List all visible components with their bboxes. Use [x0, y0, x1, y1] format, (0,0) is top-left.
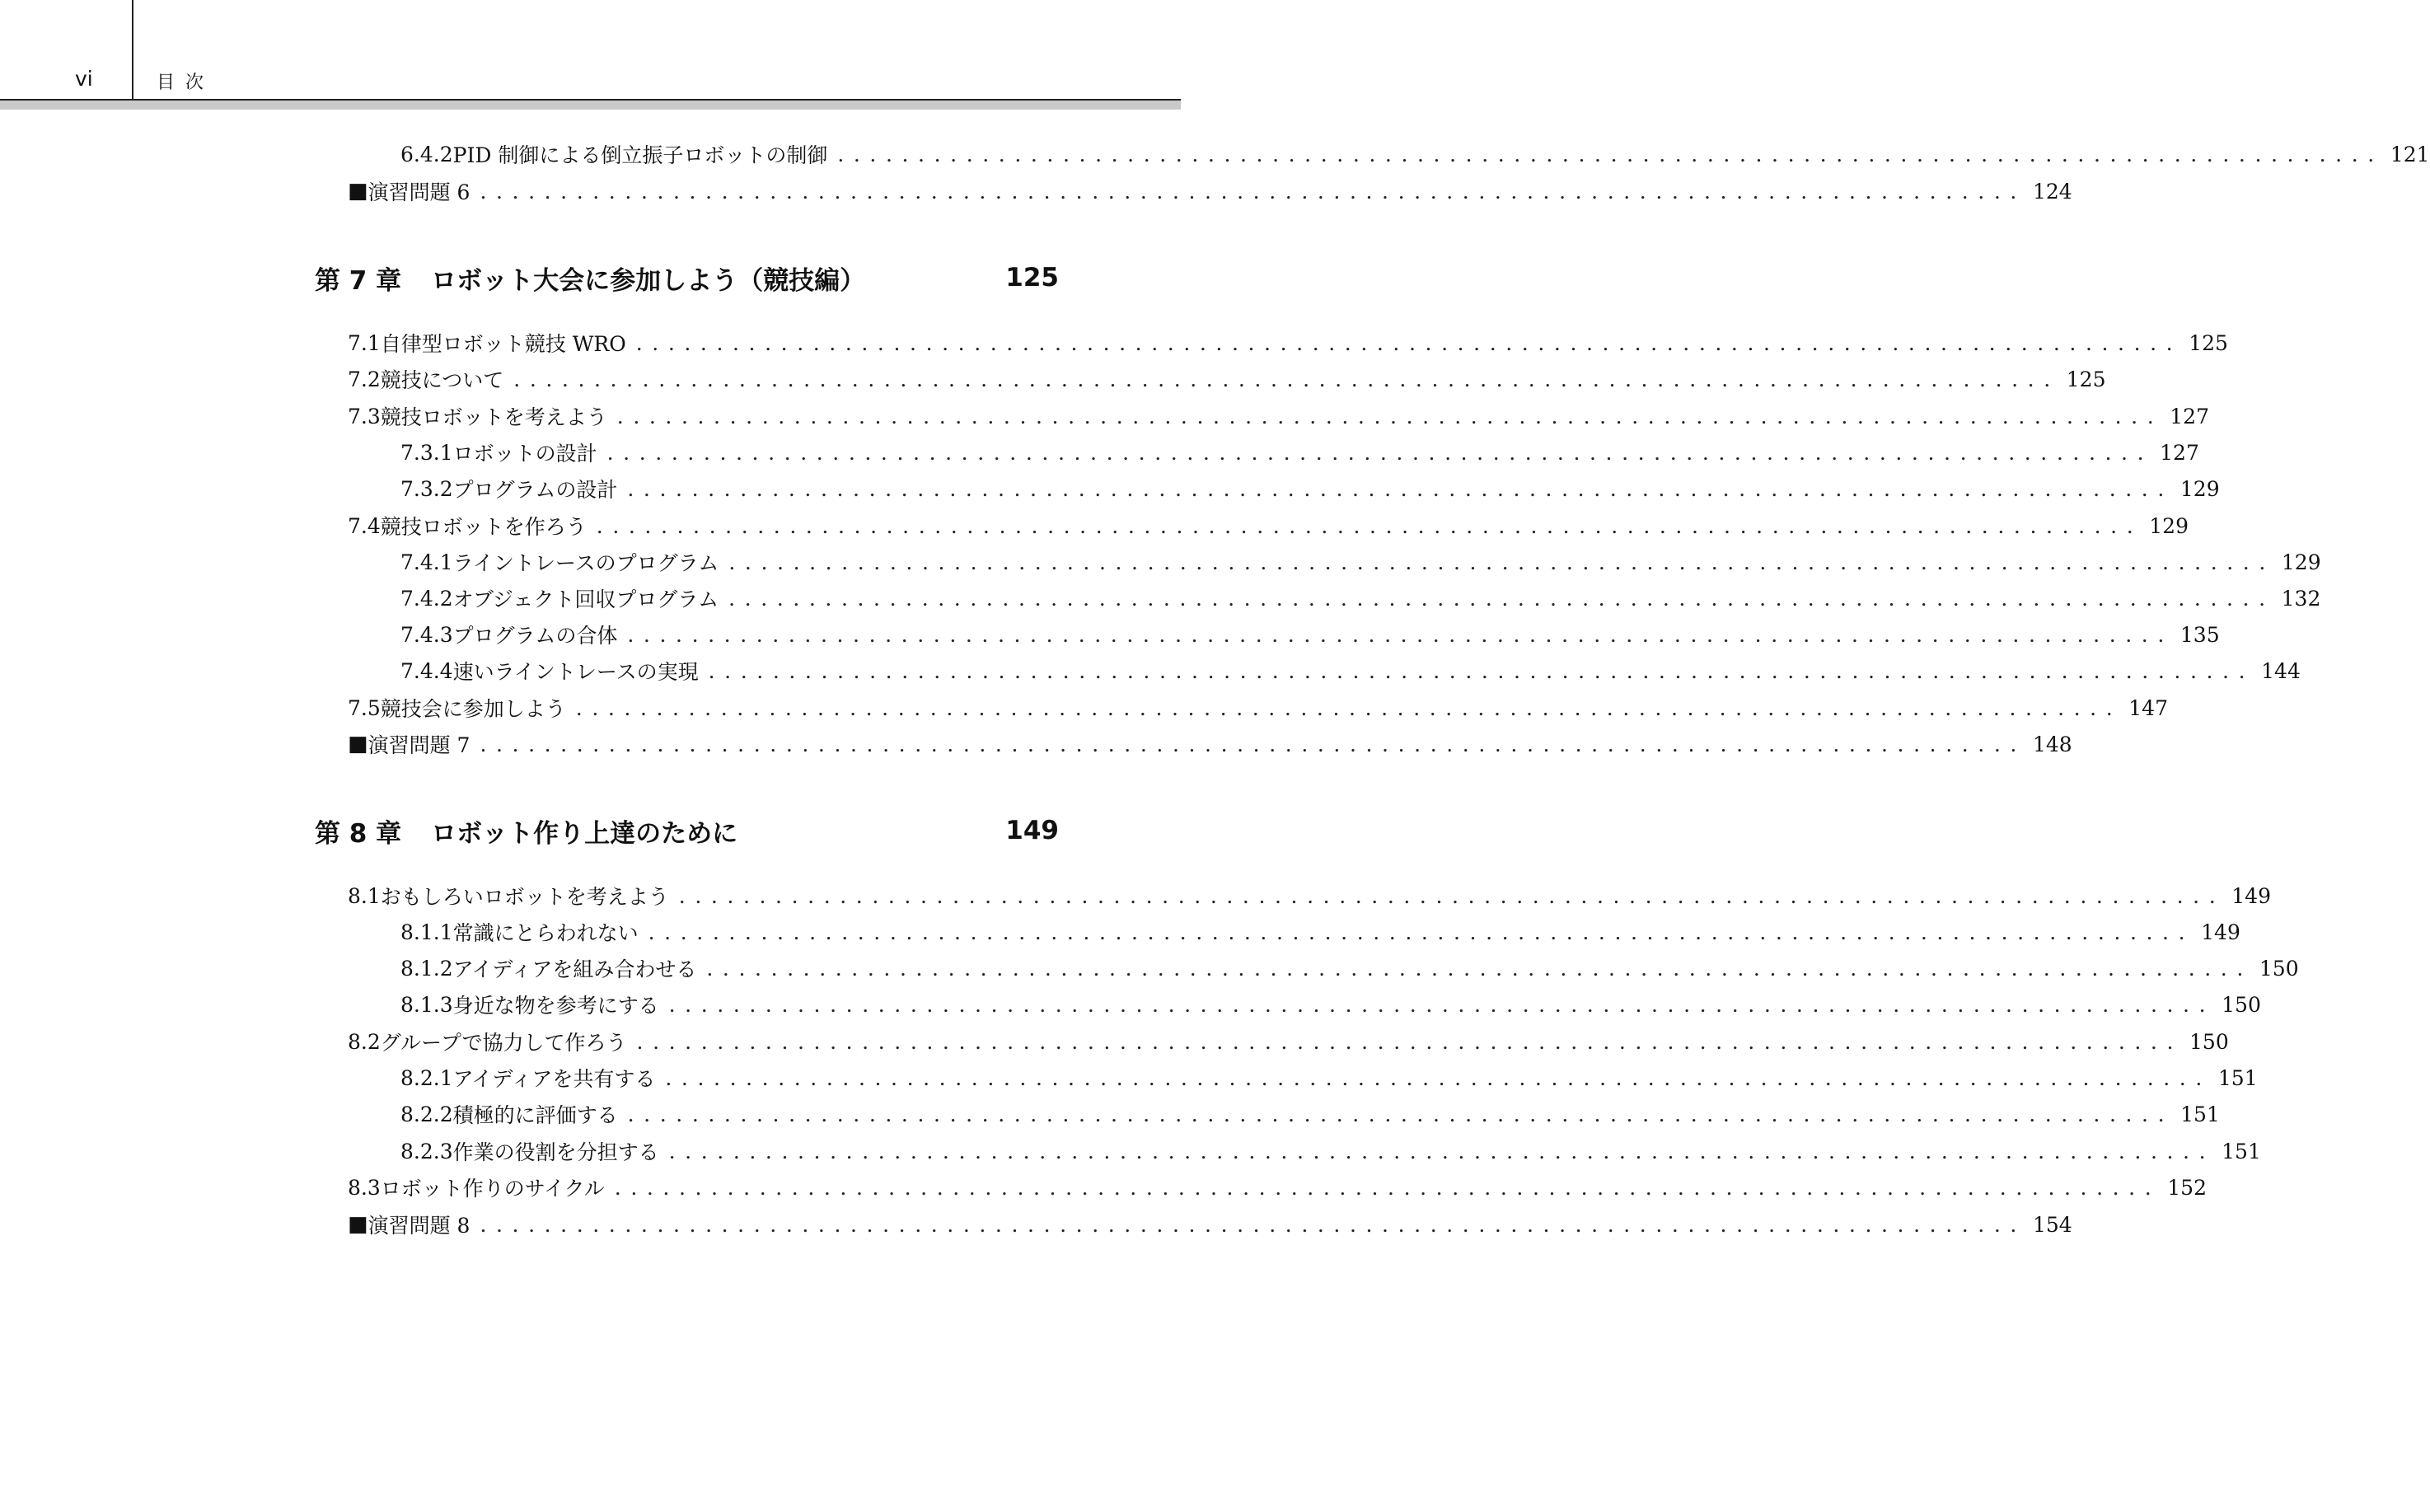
entry-title: PID 制御による倒立振子ロボットの制御: [452, 143, 828, 167]
entry-number: 8.2.1: [400, 1065, 453, 1090]
entry-number: 7.4.3: [400, 622, 453, 647]
dot-leader: ................................................................................................: [668, 992, 2216, 1017]
dot-leader: ................................................................................................: [728, 586, 2275, 611]
dot-leader: ................................................................................................: [668, 1139, 2216, 1163]
entry-page: 149: [2231, 883, 2271, 908]
entry-title: プログラムの設計: [452, 478, 618, 502]
toc-entry-7-1[interactable]: [348, 325, 2228, 361]
toc-entry-8-1[interactable]: [348, 878, 2271, 914]
entry-page: 132: [2281, 586, 2321, 611]
toc-entry-7-3-2[interactable]: [400, 470, 2220, 507]
entry-page: 135: [2180, 622, 2220, 647]
chapter-page: 149: [1005, 816, 1059, 845]
dot-leader: ................................................................................................: [728, 550, 2275, 574]
toc-entry-8-1-3[interactable]: [400, 986, 2261, 1023]
entry-title: ロボット作りのサイクル: [380, 1177, 605, 1201]
entry-page: 151: [2180, 1102, 2220, 1126]
entry-page: 144: [2261, 658, 2301, 683]
entry-number: 7.3: [348, 404, 381, 428]
toc-entry-8-2-2[interactable]: [400, 1096, 2220, 1132]
page-number: vi: [75, 67, 93, 91]
entry-title: 作業の役割を分担する: [452, 1140, 659, 1164]
dot-leader: ................................................................................................: [665, 1065, 2212, 1090]
chapter-page: 125: [1005, 263, 1059, 293]
entry-page: 124: [2032, 179, 2072, 204]
entry-page: 127: [2170, 404, 2209, 428]
entry-page: 149: [2201, 920, 2240, 944]
entry-page: 151: [2217, 1065, 2258, 1090]
entry-number: 6.4.2: [400, 142, 453, 166]
entry-number: 7.1: [348, 330, 381, 355]
entry-number: 8.1.3: [400, 992, 453, 1017]
dot-leader: ................................................................................................: [627, 476, 2174, 501]
running-title: 目次: [157, 73, 215, 93]
dot-leader: ................................................................................................: [636, 1029, 2184, 1054]
entry-number: 7.4.4: [400, 658, 453, 683]
entry-page: 129: [2180, 476, 2220, 501]
dot-leader: ................................................................................................: [648, 920, 2195, 944]
entry-number: 7.4.2: [400, 586, 453, 611]
entry-page: 154: [2032, 1212, 2072, 1237]
entry-title: プログラムの合体: [452, 624, 618, 648]
entry-number: 7.3.1: [400, 440, 453, 465]
dot-leader: ................................................................................................: [480, 179, 2026, 204]
chapter-label: 第 8 章: [315, 818, 402, 849]
dot-leader: ................................................................................................: [678, 883, 2226, 908]
entry-number: 7.4: [348, 513, 381, 538]
toc-entry-7-4-1[interactable]: [400, 544, 2321, 580]
dot-leader: ................................................................................................: [837, 142, 2384, 166]
entry-page: 125: [2066, 367, 2106, 391]
entry-page: 129: [2281, 550, 2321, 574]
dot-leader: ................................................................................................: [706, 956, 2253, 981]
header-vertical-rule: [132, 0, 133, 100]
entry-number: 8.1: [348, 883, 381, 908]
entry-title: アイディアを組み合わせる: [452, 957, 697, 981]
chapter-heading-7[interactable]: [315, 257, 1059, 298]
dot-leader: ................................................................................................: [627, 1102, 2175, 1126]
entry-number: 7.3.2: [400, 476, 453, 501]
entry-title: 速いライントレースの実現: [452, 660, 699, 684]
entry-title: 自律型ロボット競技 WRO: [380, 332, 626, 356]
dot-leader: ................................................................................................: [606, 440, 2154, 465]
entry-page: 152: [2167, 1175, 2207, 1200]
dot-leader: ................................................................................................: [480, 732, 2026, 756]
entry-title: おもしろいロボットを考えよう: [380, 885, 669, 909]
entry-title: 競技ロボットを考えよう: [380, 405, 607, 429]
entry-title: オブジェクト回収プログラム: [452, 587, 719, 611]
toc-entry-8-1-2[interactable]: [400, 950, 2299, 986]
dot-leader: ................................................................................................: [635, 330, 2183, 355]
dot-leader: ................................................................................................: [480, 1212, 2026, 1237]
toc-entry-8-1-1[interactable]: [400, 914, 2240, 950]
entry-title: 積極的に評価する: [452, 1103, 618, 1127]
entry-number: 8.2: [348, 1029, 381, 1054]
toc-entry-8-2-1[interactable]: [400, 1060, 2258, 1096]
entry-number: 8.1.2: [400, 956, 453, 981]
toc-entry-7-4-4[interactable]: [400, 653, 2301, 689]
entry-page: 125: [2189, 330, 2228, 355]
toc-entry-7-3[interactable]: [348, 398, 2209, 434]
entry-page: 150: [2259, 956, 2299, 981]
dot-leader: ................................................................................................: [616, 404, 2164, 428]
chapter-title: ロボット作り上達のために: [431, 818, 738, 849]
toc-entry-7-2[interactable]: [348, 361, 2106, 397]
entry-number: 7.4.1: [400, 550, 453, 574]
toc-entry-7-3-1[interactable]: [400, 434, 2199, 470]
entry-page: 121: [2390, 142, 2430, 166]
entry-title: 常識にとらわれない: [452, 921, 639, 945]
entry-page: 129: [2149, 513, 2189, 538]
entry-title: ライントレースのプログラム: [452, 551, 719, 575]
toc-entry-exercise-7[interactable]: [348, 726, 2072, 762]
toc-entry-6-4-2[interactable]: [400, 136, 2430, 172]
square-bullet-icon: ■: [348, 179, 368, 204]
square-bullet-icon: ■: [348, 1212, 368, 1237]
chapter-heading-8[interactable]: [315, 810, 1059, 851]
chapter-title: ロボット大会に参加しよう（競技編）: [431, 265, 866, 296]
toc-entry-7-4-2[interactable]: [400, 580, 2321, 616]
toc-entry-8-2-3[interactable]: [400, 1133, 2261, 1169]
entry-title: 競技ロボットを作ろう: [380, 515, 587, 539]
entry-page: 150: [2222, 992, 2261, 1017]
entry-page: 150: [2189, 1029, 2229, 1054]
toc-entry-8-2[interactable]: [348, 1023, 2229, 1060]
entry-title: ロボットの設計: [452, 442, 597, 466]
toc-entry-exercise-6[interactable]: [348, 173, 2072, 209]
entry-number: 8.2.2: [400, 1102, 453, 1126]
entry-title: 身近な物を参考にする: [452, 994, 659, 1018]
entry-number: 8.2.3: [400, 1139, 453, 1163]
dot-leader: ................................................................................................: [627, 622, 2174, 647]
dot-leader: ................................................................................................: [575, 695, 2123, 720]
square-bullet-icon: ■: [348, 732, 368, 756]
entry-title: グループで協力して作ろう: [380, 1031, 627, 1055]
entry-page: 148: [2032, 732, 2072, 756]
header-shade-band: [0, 101, 1181, 110]
chapter-label: 第 7 章: [315, 265, 402, 296]
entry-number: 8.3: [348, 1175, 381, 1200]
dot-leader: ................................................................................................: [614, 1175, 2161, 1200]
toc-entry-7-5[interactable]: [348, 690, 2168, 726]
entry-title: 競技について: [380, 368, 504, 392]
entry-title: アイディアを共有する: [452, 1067, 656, 1091]
entry-title: 演習問題 8: [368, 1214, 471, 1238]
entry-number: 7.5: [348, 695, 381, 720]
entry-number: 7.2: [348, 367, 381, 391]
toc-entry-7-4-3[interactable]: [400, 616, 2220, 653]
entry-title: 競技会に参加しよう: [380, 697, 566, 721]
dot-leader: ................................................................................................: [596, 513, 2143, 538]
entry-page: 151: [2222, 1139, 2261, 1163]
dot-leader: ................................................................................................: [708, 658, 2255, 683]
toc-entry-8-3[interactable]: [348, 1169, 2207, 1205]
entry-title: 演習問題 7: [368, 733, 471, 757]
entry-title: 演習問題 6: [368, 180, 471, 204]
dot-leader: ................................................................................................: [513, 367, 2060, 391]
toc-entry-7-4[interactable]: [348, 508, 2189, 544]
entry-page: 147: [2128, 695, 2168, 720]
entry-page: 127: [2160, 440, 2199, 465]
toc-entry-exercise-8[interactable]: [348, 1206, 2072, 1243]
entry-number: 8.1.1: [400, 920, 453, 944]
